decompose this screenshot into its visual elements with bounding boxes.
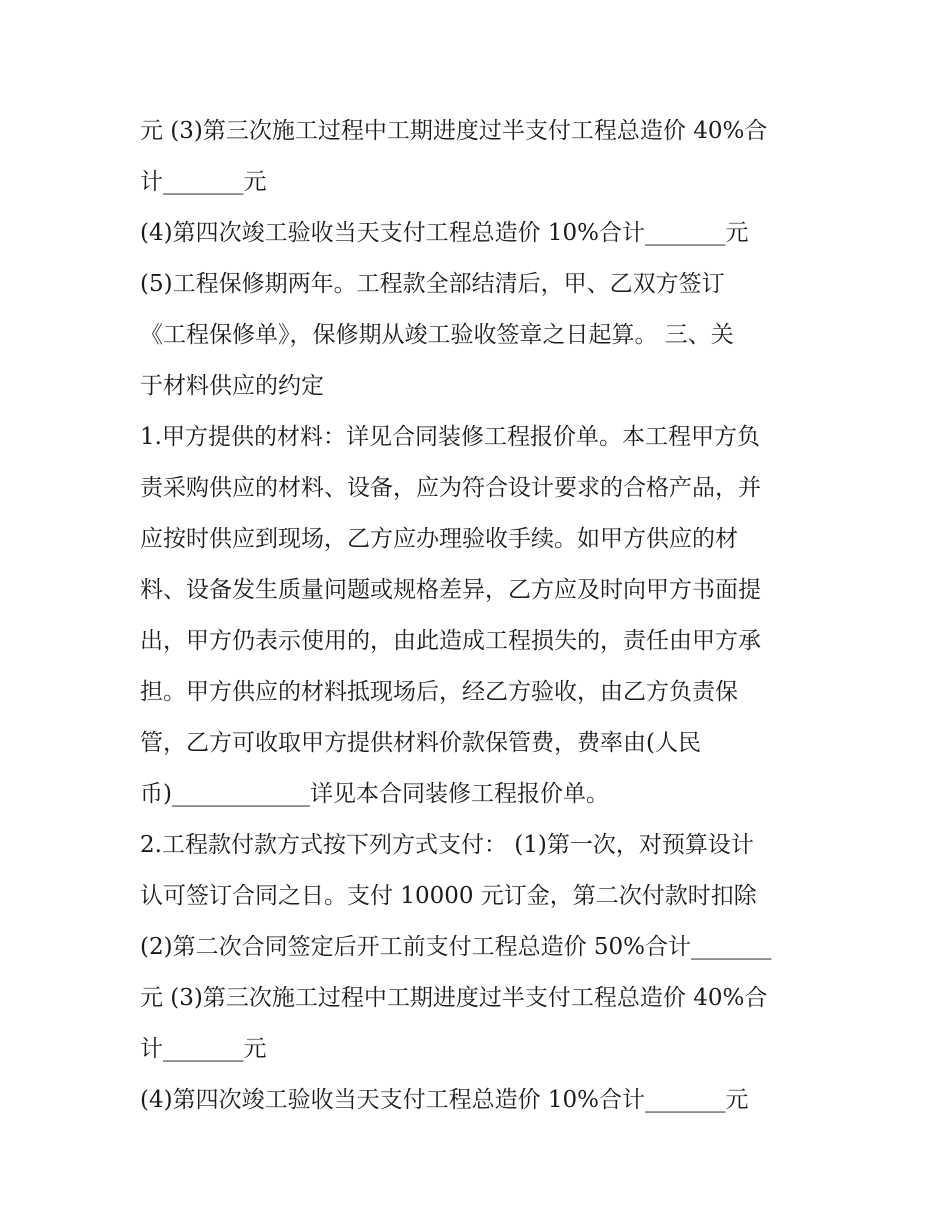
text-line: 元 (3)第三次施工过程中工期进度过半支付工程总造价 40%合 <box>140 118 768 144</box>
text-line: (4)第四次竣工验收当天支付工程总造价 10%合计_______元 <box>140 220 749 246</box>
text-line: (5)工程保修期两年。工程款全部结清后，甲、乙双方签订 <box>140 271 725 297</box>
text-line: 出，甲方仍表示使用的，由此造成工程损失的，责任由甲方承 <box>140 628 761 654</box>
text-line: 认可签订合同之日。支付 10000 元订金，第二次付款时扣除 <box>140 883 757 909</box>
text-line: 于材料供应的约定 <box>140 373 324 399</box>
text-line: 计_______元 <box>140 169 267 195</box>
text-line: 计_______元 <box>140 1036 267 1062</box>
text-line: 担。甲方供应的材料抵现场后，经乙方验收，由乙方负责保 <box>140 679 738 705</box>
text-line: 《工程保修单》，保修期从竣工验收签章之日起算。 三、关 <box>140 322 734 348</box>
text-line: 料、设备发生质量问题或规格差异，乙方应及时向甲方书面提 <box>140 577 761 603</box>
text-line: 1.甲方提供的材料：详见合同装修工程报价单。本工程甲方负 <box>140 424 760 450</box>
text-line: (4)第四次竣工验收当天支付工程总造价 10%合计_______元 <box>140 1087 749 1113</box>
text-line: 元 (3)第三次施工过程中工期进度过半支付工程总造价 40%合 <box>140 985 768 1011</box>
text-line: 责采购供应的材料、设备，应为符合设计要求的合格产品，并 <box>140 475 761 501</box>
document-body <box>140 106 820 1126</box>
text-line: 管，乙方可收取甲方提供材料价款保管费，费率由(人民 <box>140 730 701 756</box>
text-line: 2.工程款付款方式按下列方式支付： (1)第一次，对预算设计 <box>140 832 754 858</box>
text-line: 币)____________详见本合同装修工程报价单。 <box>140 781 609 807</box>
text-line: (2)第二次合同签定后开工前支付工程总造价 50%合计_______ <box>140 934 772 960</box>
text-line: 应按时供应到现场，乙方应办理验收手续。如甲方供应的材 <box>140 526 738 552</box>
